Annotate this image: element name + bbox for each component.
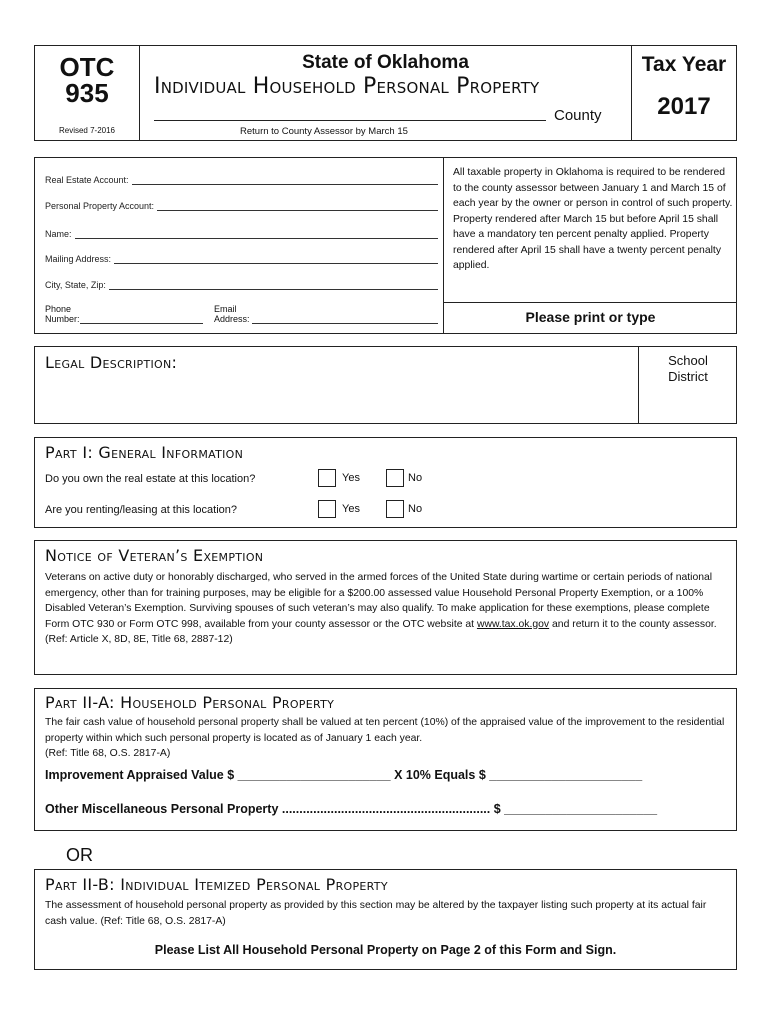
school-district-label-1: School [668,353,708,368]
or-label: OR [66,845,93,865]
return-note: Return to County Assessor by March 15 [240,126,408,137]
renting-question: Are you renting/leasing at this location? [45,504,238,516]
improvement-value-line[interactable]: Improvement Appraised Value $ ______________________ X 10% Equals $ ______________________ [45,768,643,782]
taxpayer-info-box [34,157,737,334]
own-no-checkbox[interactable] [386,469,404,487]
mailing-address-field[interactable] [45,254,438,264]
tax-year-cell [632,46,736,140]
phone-label-line1: Phone [45,304,72,314]
veteran-ref: (Ref: Article X, 8D, 8E, Title 68, 2887-12) [45,634,233,645]
county-label: County [554,107,602,124]
veteran-exemption-text [45,570,729,648]
revised-date: Revised 7-2016 [58,126,116,135]
header-box [34,45,737,141]
county-line [154,120,546,121]
part-2a-title: Part II-A: Household Personal Property [45,693,335,712]
personal-property-account-field[interactable] [45,201,438,211]
rent-no-checkbox[interactable] [386,500,404,518]
phone-field[interactable] [45,304,203,324]
tax-year-value: 2017 [657,93,711,120]
email-field[interactable] [214,304,438,324]
veteran-text-before: Veterans on active duty or honorably discharged, who served in the armed forces of the United State during wartime or certain periods of national emergency, other than for training purposes, may be eligible for a $200.00 assessed value Household Personal Property Exemption, or a 100% Disabled Veteran’s Exemption. Surviving spouses of such veteran’s may also qualify. To make application for these exemptions, please complete Form OTC 930 or Form OTC 998, available from your county assessor or the OTC website at [45,572,713,630]
city-state-zip-field[interactable] [45,280,438,290]
part-2b-box [34,869,737,970]
veteran-exemption-box [34,540,737,675]
school-district-label-2: District [668,369,708,384]
part-2b-text: The assessment of household personal property as provided by this section may be altered by the taxpayer listing such property at its actual fair cash value. (Ref: Title 68, O.S. 2817-A) [45,900,707,927]
own-no-label: No [408,472,423,484]
form-code: OTC [59,52,115,82]
personal-property-account-label: Personal Property Account: [45,201,155,211]
real-estate-account-label: Real Estate Account: [45,175,129,185]
city-state-zip-label: City, State, Zip: [45,280,106,290]
legal-description-input[interactable] [35,347,637,423]
email-label-line1: Email [214,304,237,314]
part-2a-text: The fair cash value of household personal property shall be valued at ten percent (10%) of the appraised value of the improvement to the residential property within which such personal property is located as of January 1 each year. [45,717,725,744]
own-yes-label: Yes [342,472,360,484]
part-1-box [34,437,737,528]
form-number: 935 [65,78,109,108]
phone-label-line2: Number: [45,314,80,324]
print-note: Please print or type [525,309,656,325]
real-estate-account-field[interactable] [45,175,438,185]
veteran-text-after: and return it to the county assessor. [549,618,717,630]
rent-no-label: No [408,503,423,515]
name-field[interactable] [45,229,438,239]
school-district-cell[interactable] [638,347,737,423]
part-1-title: Part I: General Information [45,443,244,462]
veteran-exemption-title: Notice of Veteran’s Exemption [45,546,264,565]
form-id-cell [35,46,140,140]
part-2a-ref: (Ref: Title 68, O.S. 2817-A) [45,748,171,759]
otc-website-link[interactable]: www.tax.ok.gov [476,618,550,630]
rent-yes-label: Yes [342,503,360,515]
form-title: Individual Household Personal Property [154,74,540,99]
own-real-estate-question: Do you own the real estate at this location? [45,473,256,485]
part-2b-instruction: Please List All Household Personal Property on Page 2 of this Form and Sign. [154,943,617,957]
name-label: Name: [45,229,72,239]
filing-notice-text: All taxable property in Oklahoma is required to be rendered to the county assessor between January 1 and March 15 of each year by the owner or person in control of such property. Property rendered after March 15 but before April 15 shall have a mandatory ten percent penalty applied. Property rendered after April 15 shall have a twenty percent penalty applied. [453,167,733,271]
print-note-cell [443,303,737,333]
title-cell [140,46,632,140]
legal-description-box [34,346,737,424]
email-label-line2: Address: [214,314,250,324]
other-property-line[interactable]: Other Miscellaneous Personal Property ............................................................ $ ______________________ [45,802,658,816]
tax-year-label: Tax Year [641,53,727,76]
legal-description-title: Legal Description: [45,353,178,372]
filing-notice-cell [443,158,737,303]
mailing-address-label: Mailing Address: [45,254,112,264]
part-2b-title: Part II-B: Individual Itemized Personal Property [45,875,388,894]
part-2a-box [34,688,737,831]
own-yes-checkbox[interactable] [318,469,336,487]
rent-yes-checkbox[interactable] [318,500,336,518]
state-name: State of Oklahoma [302,52,469,73]
